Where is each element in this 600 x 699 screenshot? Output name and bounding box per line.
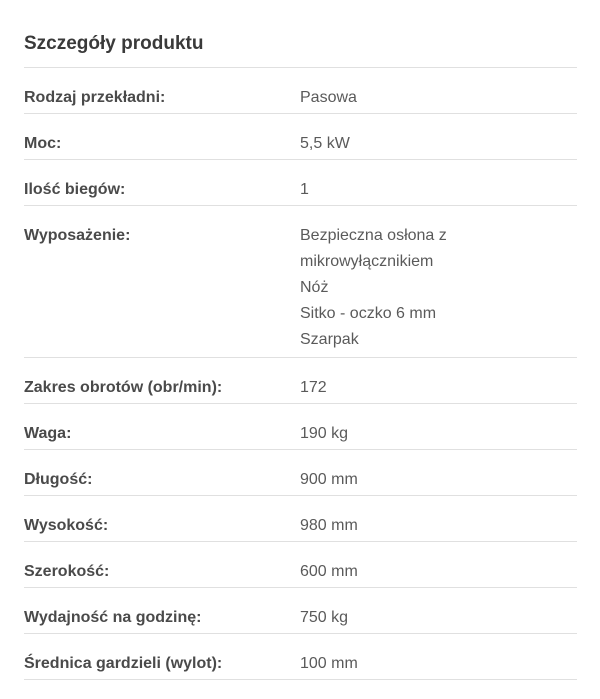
equipment-item: Nóż — [300, 279, 329, 296]
equipment-item: Bezpieczna osłona z — [300, 227, 447, 244]
equipment-item: mikrowyłącznikiem — [300, 253, 434, 270]
spec-row-transmission-type — [24, 68, 577, 114]
spec-row-equipment — [24, 206, 577, 358]
spec-value: Pasowa — [300, 89, 357, 106]
spec-row-power — [24, 114, 577, 160]
spec-value: 980 mm — [300, 517, 358, 534]
spec-label: Wyposażenie: — [24, 227, 131, 244]
specs-table — [24, 68, 577, 680]
spec-label: Wydajność na godzinę: — [24, 609, 202, 626]
spec-row-weight — [24, 404, 577, 450]
spec-value: 100 mm — [300, 655, 358, 672]
spec-row-gears — [24, 160, 577, 206]
spec-label: Długość: — [24, 471, 93, 488]
spec-value: 190 kg — [300, 425, 349, 442]
spec-label: Zakres obrotów (obr/min): — [24, 379, 223, 396]
spec-label: Rodzaj przekładni: — [24, 89, 166, 106]
spec-label: Moc: — [24, 135, 62, 152]
spec-label: Ilość biegów: — [24, 181, 126, 198]
spec-row-capacity — [24, 588, 577, 634]
spec-value: 172 — [300, 379, 327, 396]
spec-label: Szerokość: — [24, 563, 110, 580]
spec-row-length — [24, 450, 577, 496]
spec-value: 5,5 kW — [300, 135, 350, 152]
spec-label: Waga: — [24, 425, 72, 442]
spec-value: 600 mm — [300, 563, 358, 580]
spec-row-width — [24, 542, 577, 588]
equipment-item: Sitko - oczko 6 mm — [300, 305, 437, 322]
spec-row-height — [24, 496, 577, 542]
equipment-item: Szarpak — [300, 331, 359, 348]
product-details-section — [24, 0, 577, 680]
spec-row-rpm-range — [24, 358, 577, 404]
spec-value: 1 — [300, 181, 309, 198]
section-title: Szczegóły produktu — [24, 0, 577, 68]
spec-label: Średnica gardzieli (wylot): — [24, 655, 223, 672]
spec-value: 900 mm — [300, 471, 358, 488]
spec-label: Wysokość: — [24, 517, 109, 534]
spec-row-outlet-diameter — [24, 634, 577, 680]
spec-value-list — [300, 227, 577, 357]
spec-value: 750 kg — [300, 609, 349, 626]
